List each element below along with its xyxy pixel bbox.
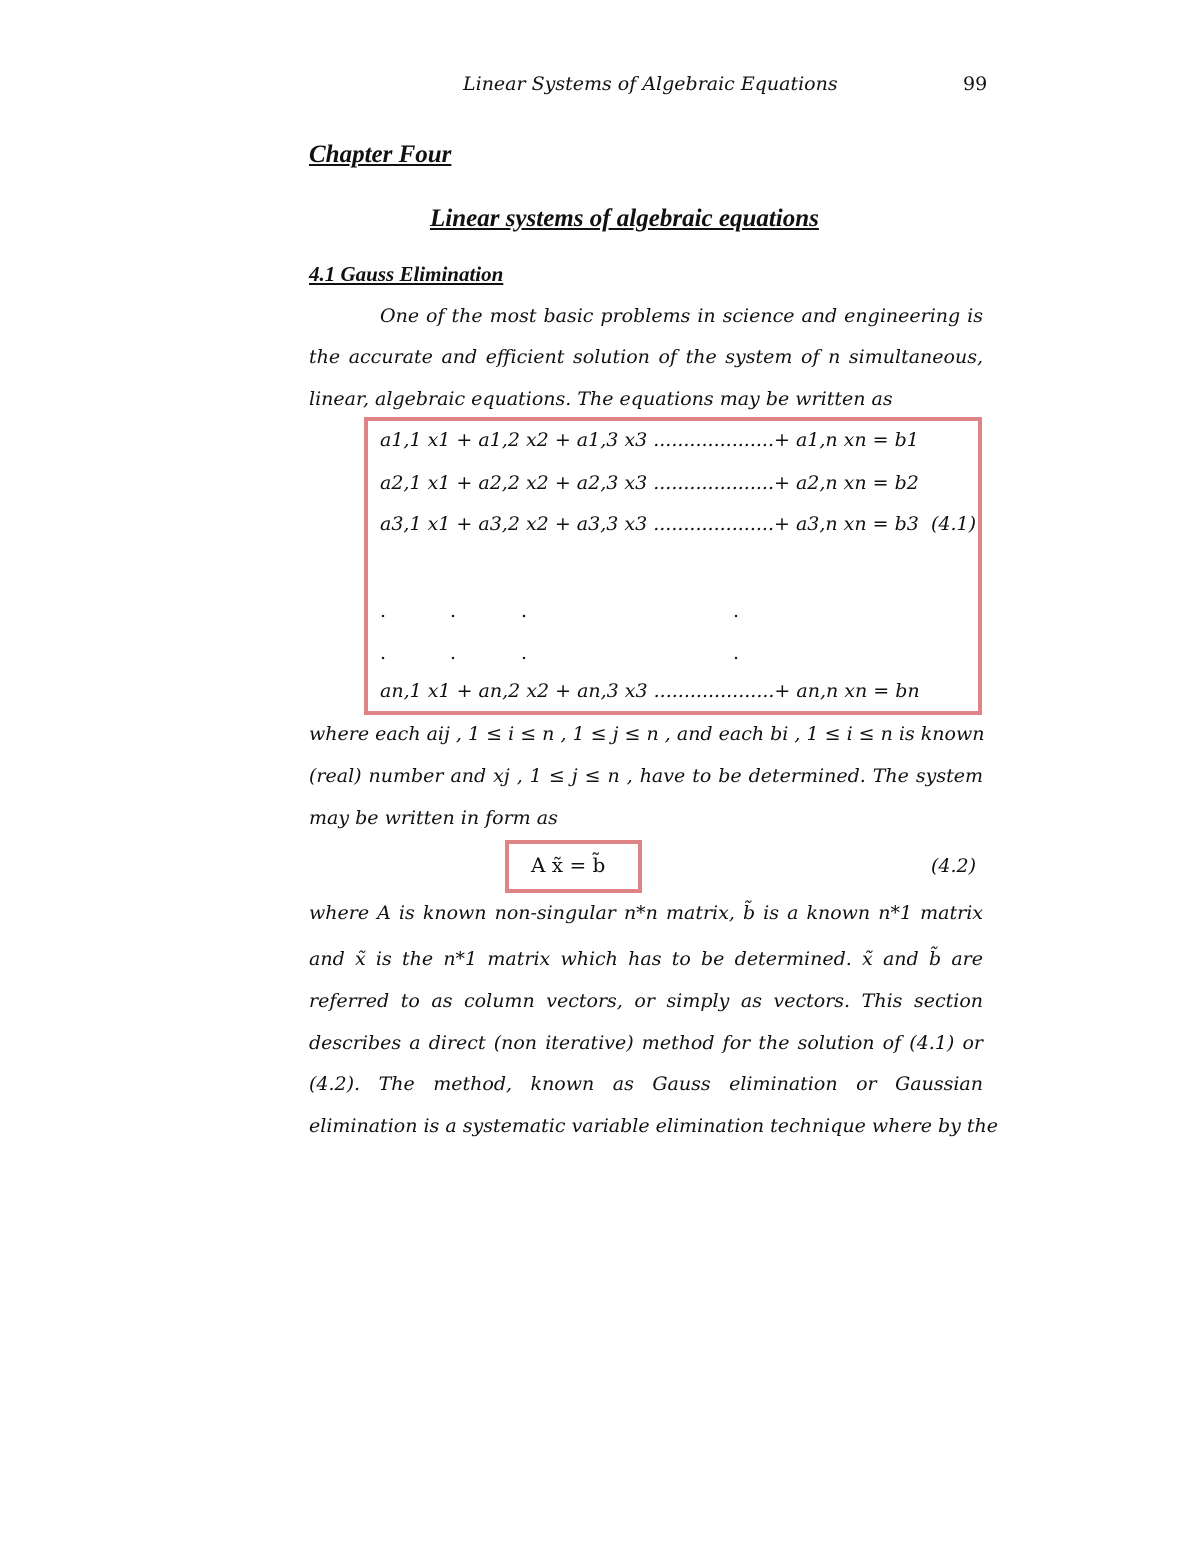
paragraph-line: linear, algebraic equations. The equations may be written as (309, 388, 893, 410)
paragraph-line: referred to as column vectors, or simply as vectors. This section (309, 990, 983, 1012)
ellipsis-dot: . (521, 642, 528, 664)
paragraph-line: the accurate and efficient solution of the system of n simultaneous, (309, 346, 983, 368)
paragraph-line: where A is known non-singular n*n matrix, b̃ is a known n*1 matrix (309, 902, 983, 924)
paragraph-line: may be written in form as (309, 807, 558, 829)
ellipsis-dot: . (733, 600, 740, 622)
ellipsis-dot: . (450, 642, 457, 664)
paragraph-line: elimination is a systematic variable elimination technique where by the (309, 1115, 999, 1137)
paragraph-line: One of the most basic problems in science and engineering is (380, 305, 983, 327)
ellipsis-dot: . (450, 600, 457, 622)
equation-row-3: a3,1 x1 + a3,2 x2 + a3,3 x3 ....................+ a3,n xn = b3 (380, 513, 919, 535)
paragraph-line: where each aij , 1 ≤ i ≤ n , 1 ≤ j ≤ n , and each bi , 1 ≤ i ≤ n is known (309, 723, 985, 745)
equation-label-4-2: (4.2) (931, 855, 977, 877)
equation-row-1: a1,1 x1 + a1,2 x2 + a1,3 x3 ....................+ a1,n xn = b1 (380, 429, 919, 451)
equation-row-n: an,1 x1 + an,2 x2 + an,3 x3 ....................+ an,n xn = bn (380, 680, 920, 702)
paragraph-line: and x̃ is the n*1 matrix which has to be determined. x̃ and b̃ are (309, 948, 983, 970)
chapter-label: Chapter Four (309, 141, 452, 168)
ellipsis-dot: . (380, 642, 387, 664)
matrix-equation: A x̃ = b̃ (531, 853, 606, 877)
paragraph-line: (real) number and xj , 1 ≤ j ≤ n , have to be determined. The system (309, 765, 983, 787)
ellipsis-dot: . (733, 642, 740, 664)
ellipsis-dot: . (521, 600, 528, 622)
section-title: 4.1 Gauss Elimination (309, 262, 504, 286)
equation-label-4-1: (4.1) (931, 513, 977, 535)
paragraph-line: describes a direct (non iterative) method for the solution of (4.1) or (309, 1032, 983, 1054)
paragraph-line: (4.2). The method, known as Gauss elimination or Gaussian (309, 1073, 983, 1095)
page-number: 99 (963, 73, 988, 95)
running-header: Linear Systems of Algebraic Equations (463, 73, 838, 95)
chapter-title: Linear systems of algebraic equations (430, 205, 819, 232)
ellipsis-dot: . (380, 600, 387, 622)
equation-system-box (364, 417, 982, 715)
equation-row-2: a2,1 x1 + a2,2 x2 + a2,3 x3 ....................+ a2,n xn = b2 (380, 472, 919, 494)
